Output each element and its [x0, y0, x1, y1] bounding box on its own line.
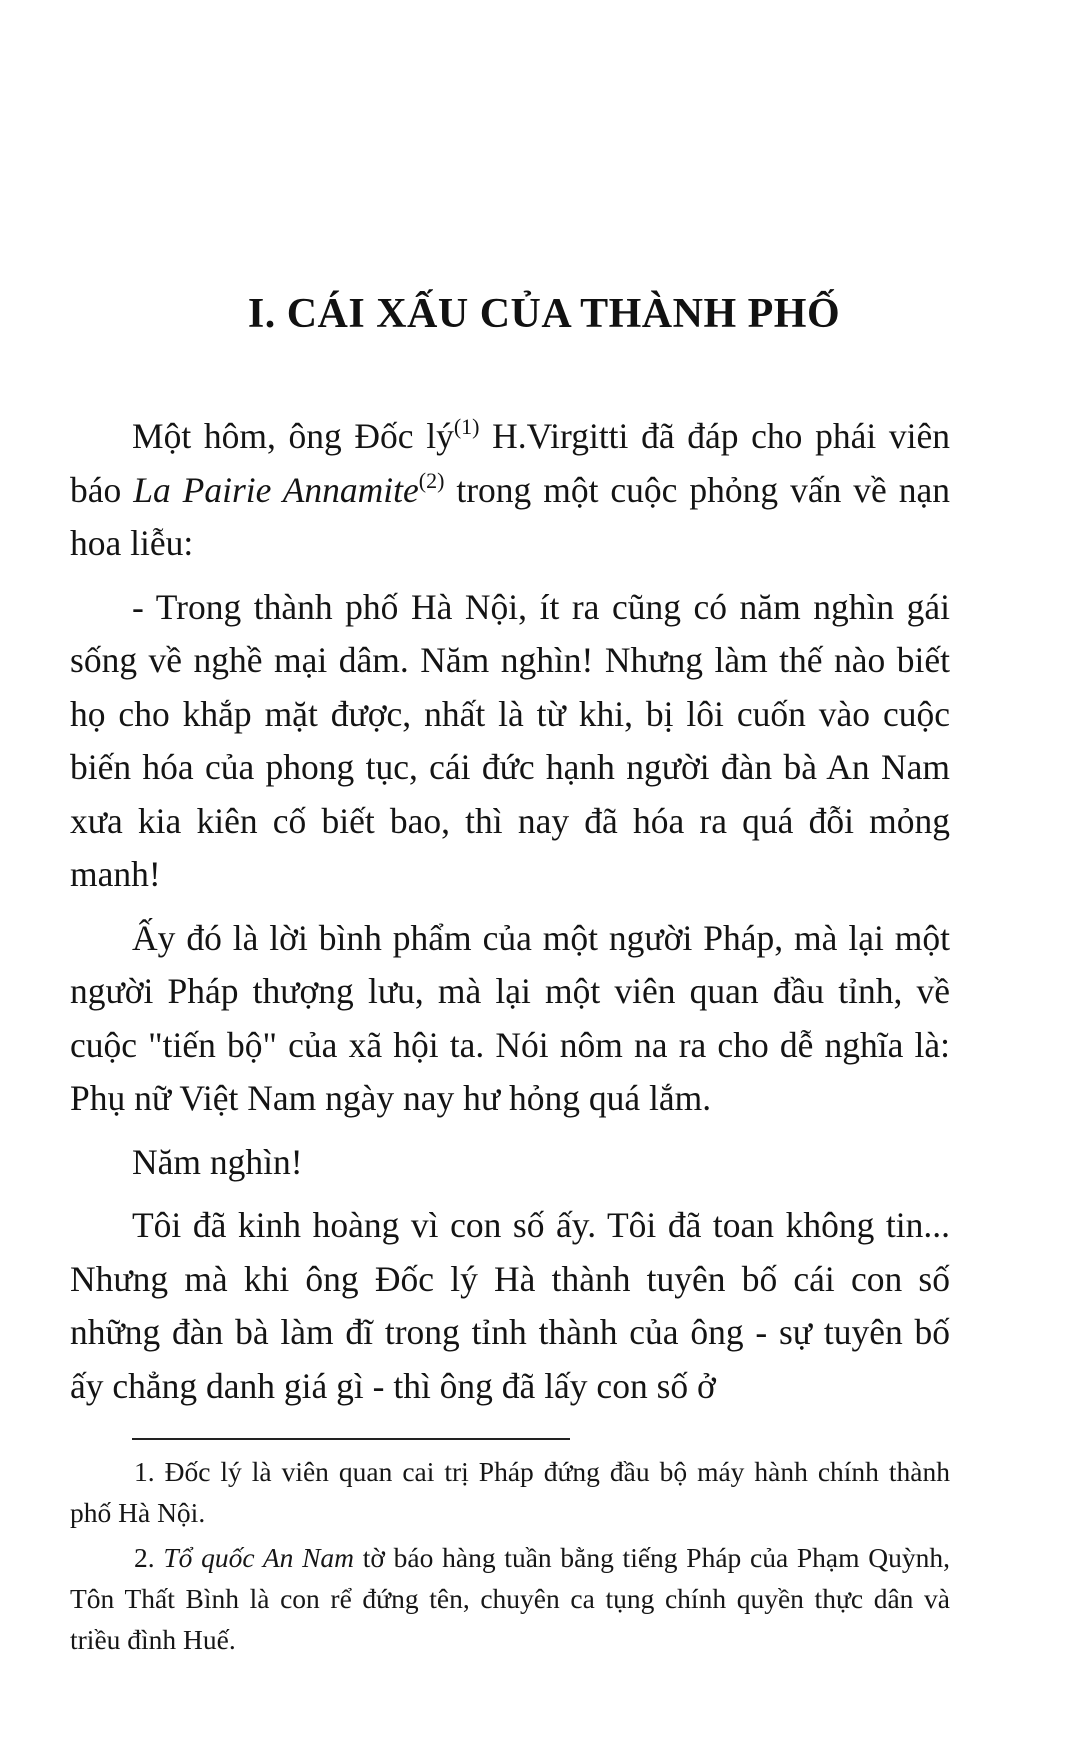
footnote-divider [132, 1438, 570, 1440]
paragraph-1-part-a: Một hôm, ông Đốc lý [132, 416, 454, 456]
footnotes [70, 1451, 950, 1664]
paragraph-4: Năm nghìn! [132, 1141, 303, 1182]
footnote-1: 1. Đốc lý là viên quan cai trị Pháp đứng đầu bộ máy hành chính thành phố Hà Nội. [70, 1456, 950, 1528]
newspaper-name: La Pairie Annamite [133, 469, 419, 510]
main-text [70, 410, 950, 1423]
footnote-2-italic: Tổ quốc An Nam [163, 1542, 355, 1573]
footnote-ref-1: (1) [453, 414, 480, 439]
paragraph-1-part-b: H.Virgitti đã đáp cho phái viên báo [70, 416, 950, 510]
paragraph-3: Ấy đó là lời bình phẩm của một người Pháp, mà lại một người Pháp thượng lưu, mà lại một viên quan đầu tỉnh, về cuộc "tiến bộ" của xã hội ta. Nói nôm na ra cho dễ nghĩa là: Phụ nữ Việt Nam ngày nay hư hỏng quá lắm. [70, 917, 950, 1118]
paragraph-1 [70, 410, 950, 571]
footnote-ref-2: (2) [418, 467, 445, 493]
paragraph-2: - Trong thành phố Hà Nội, ít ra cũng có năm nghìn gái sống về nghề mại dâm. Năm nghìn! Nhưng làm thế nào biết họ cho khắp mặt được, nhất là từ khi, bị lôi cuốn vào cuộc biến hóa của phong tục, cái đức hạnh người đàn bà An Nam xưa kia kiên cố biết bao, thì nay đã hóa ra quá đỗi mỏng manh! [70, 586, 950, 894]
paragraph-5: Tôi đã kinh hoàng vì con số ấy. Tôi đã toan không tin... Nhưng mà khi ông Đốc lý Hà thành tuyên bố cái con số những đàn bà làm đĩ trong tỉnh thành của ông - sự tuyên bố ấy chẳng danh giá gì - thì ông đã lấy con số ở [70, 1205, 950, 1406]
paragraph-1-part-c: trong một cuộc phỏng vấn về nạn hoa liễu: [70, 469, 951, 563]
footnote-2 [70, 1537, 950, 1660]
footnote-2-number: 2. [134, 1542, 164, 1573]
chapter-title: I. CÁI XẤU CỦA THÀNH PHỐ [247, 291, 841, 337]
footnote-2-text: tờ báo hàng tuần bằng tiếng Pháp của Phạm Quỳnh, Tôn Thất Bình là con rể đứng tên, chuyên ca tụng chính quyền thực dân và triều đình Huế. [70, 1542, 950, 1655]
